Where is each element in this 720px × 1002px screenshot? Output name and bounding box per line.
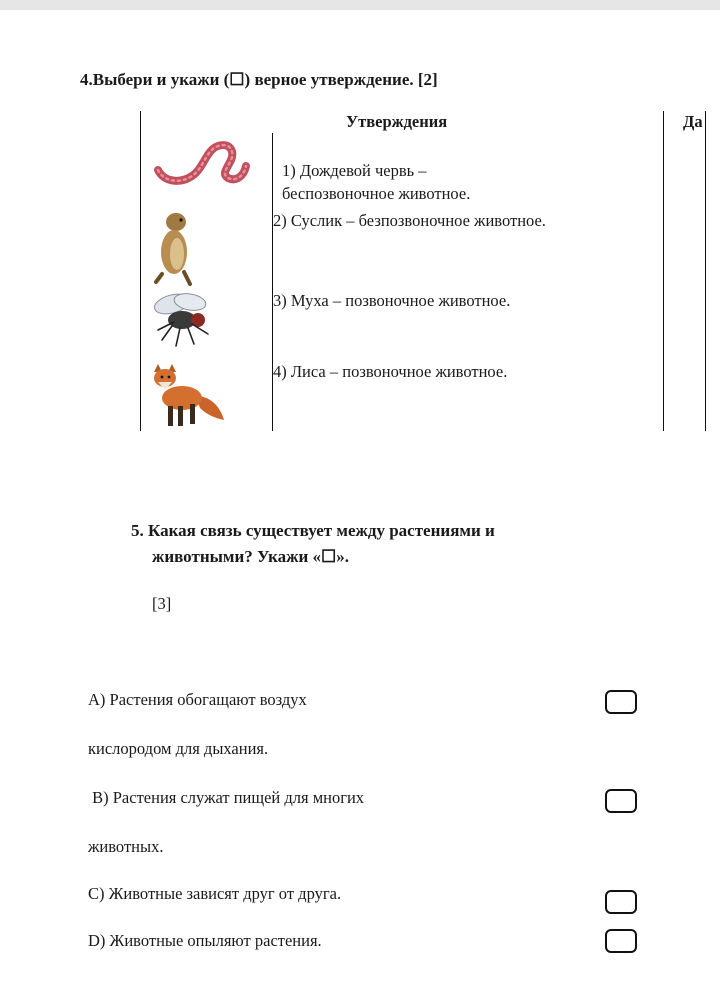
q4-title: 4.Выбери и укажи (☐) верное утверждение. [2] [80, 70, 438, 89]
row-4-text: 4) Лиса – позвоночное животное. [273, 362, 508, 381]
fly-icon [150, 290, 218, 350]
header-yes: Да [683, 112, 703, 131]
table-line-left [140, 111, 141, 431]
option-a-line-2: кислородом для дыхания. [88, 739, 269, 758]
fox-icon [148, 358, 226, 430]
table-line-right [705, 111, 706, 431]
table-line-yes [663, 111, 664, 431]
option-a-checkbox[interactable] [605, 690, 637, 714]
row-2-text: 2) Суслик – безпозвоночное животное. [273, 211, 546, 230]
option-a-line-1: А) Растения обогащают воздух [88, 690, 307, 709]
row-3-text: 3) Муха – позвоночное животное. [273, 291, 511, 310]
option-b-line-1: В) Растения служат пищей для многих [88, 788, 365, 807]
top-bar [0, 0, 720, 10]
option-d-checkbox[interactable] [605, 929, 637, 953]
option-c-checkbox[interactable] [605, 890, 637, 914]
earthworm-icon [152, 136, 252, 190]
option-b-line-2: животных. [88, 837, 164, 856]
option-b-checkbox[interactable] [605, 789, 637, 813]
table-line-image [272, 133, 273, 431]
q5-title-line-2: животными? Укажи «☐». [152, 547, 349, 566]
q5-points: [3] [152, 594, 172, 613]
option-c-text: С) Животные зависят друг от друга. [88, 884, 342, 903]
gopher-icon [150, 208, 200, 286]
q5-title-line-1: 5. Какая связь существует между растениями и [131, 521, 495, 540]
row-1-line-1: 1) Дождевой червь – [282, 161, 427, 180]
row-1-line-2: беспозвоночное животное. [282, 184, 471, 203]
header-statements: Утверждения [346, 112, 448, 131]
option-d-text: D) Животные опыляют растения. [88, 931, 322, 950]
